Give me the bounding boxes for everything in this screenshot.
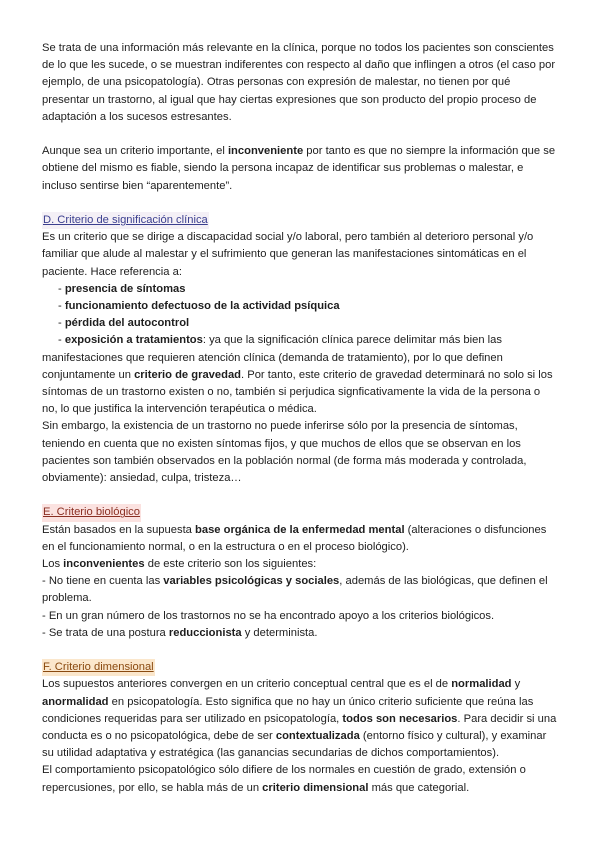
section-d	[42, 212, 558, 229]
section-d-paragraph-1: Es un criterio que se dirige a discapacidad social y/o laboral, pero también al deterioro personal y/o familiar que alude al malestar y el sufrimiento que generan las manifestaciones sintomáticas en el paciente. Hace referencia a:	[42, 231, 534, 278]
section-f-paragraph-2: El comportamiento psicopatológico sólo difiere de los normales en cuestión de grado, extensión o repercusiones, por ello, se habla más de un criterio dimensional más que categorial.	[42, 764, 526, 794]
intro-paragraph-2: Aunque sea un criterio importante, el inconveniente por tanto es que no siempre la información que se obtiene del mismo es fiable, siendo la persona incapaz de identificar sus problemas o malestar, e incluso sentirse bien “aparentemente”.	[42, 145, 556, 192]
section-f-paragraph-1: Los supuestos anteriores convergen en un criterio conceptual central que es el de normalidad y anormalidad en psicopatología. Esto significa que no hay un único criterio suficiente que reúna las condiciones requeridas para ser utilizado en psicopatología, todos son necesarios. Para decidir si una conducta es o no psicopatológica, debe de ser contextualizada (entorno físico y cultural), y examinar su utilidad adaptativa y estratégica (las ganancias secundarias de dichos comportamientos).	[42, 678, 557, 760]
section-e-paragraph-2: Los inconvenientes de este criterio son los siguientes:	[42, 558, 317, 571]
section-f	[42, 659, 558, 676]
section-f-heading: F. Criterio dimensional	[42, 659, 155, 676]
list-item: - presencia de síntomas	[58, 282, 186, 295]
list-item: - Se trata de una postura reduccionista y determinista.	[42, 626, 318, 639]
list-item: - exposición a tratamientos: ya que la significación clínica parece delimitar más bien las manifestaciones que requieren atención clínica (demanda de tratamiento), por lo que definen conjuntamente un criterio de gravedad. Por tanto, este criterio de gravedad determinará no solo si los síntomas de un trastorno existen o no, también si perjudica signficativamente la vida de la persona o no, lo que justifica la intervención terapéutica o médica.	[42, 334, 553, 416]
list-item: - pérdida del autocontrol	[58, 317, 190, 330]
section-d-heading: D. Criterio de significación clínica	[42, 212, 209, 229]
list-item: - En un gran número de los trastornos no se ha encontrado apoyo a los criterios biológicos.	[42, 609, 495, 622]
document-page	[42, 40, 558, 797]
section-e-heading: E. Criterio biológico	[42, 504, 141, 521]
section-e	[42, 504, 558, 521]
list-item: - No tiene en cuenta las variables psicológicas y sociales, además de las biológicas, que definen el problema.	[42, 575, 548, 605]
list-item: - funcionamiento defectuoso de la actividad psíquica	[58, 300, 340, 313]
intro-paragraph-1: Se trata de una información más relevante en la clínica, porque no todos los pacientes son conscientes de lo que les sucede, o se muestran indiferentes con respecto al daño que inflingen a otros (el caso por ejemplo, de una psicopatología). Otras personas con expresión de malestar, no tienen por qué presentar un trastorno, al igual que hay ciertas expresiones que son producto del propio proceso de adaptación a los sucesos estresantes.	[42, 42, 556, 123]
section-e-paragraph-1: Están basados en la supuesta base orgánica de la enfermedad mental (alteraciones o disfunciones en el funcionamiento normal, o en la estructura o en el proceso biológico).	[42, 523, 547, 553]
section-d-paragraph-2: Sin embargo, la existencia de un trastorno no puede inferirse sólo por la presencia de síntomas, teniendo en cuenta que no existen síntomas fijos, y que muchos de ellos que se observan en los pacientes son también observados en la población normal (de forma más moderada y controlada, obviamente): ansiedad, culpa, tristeza…	[42, 420, 527, 485]
